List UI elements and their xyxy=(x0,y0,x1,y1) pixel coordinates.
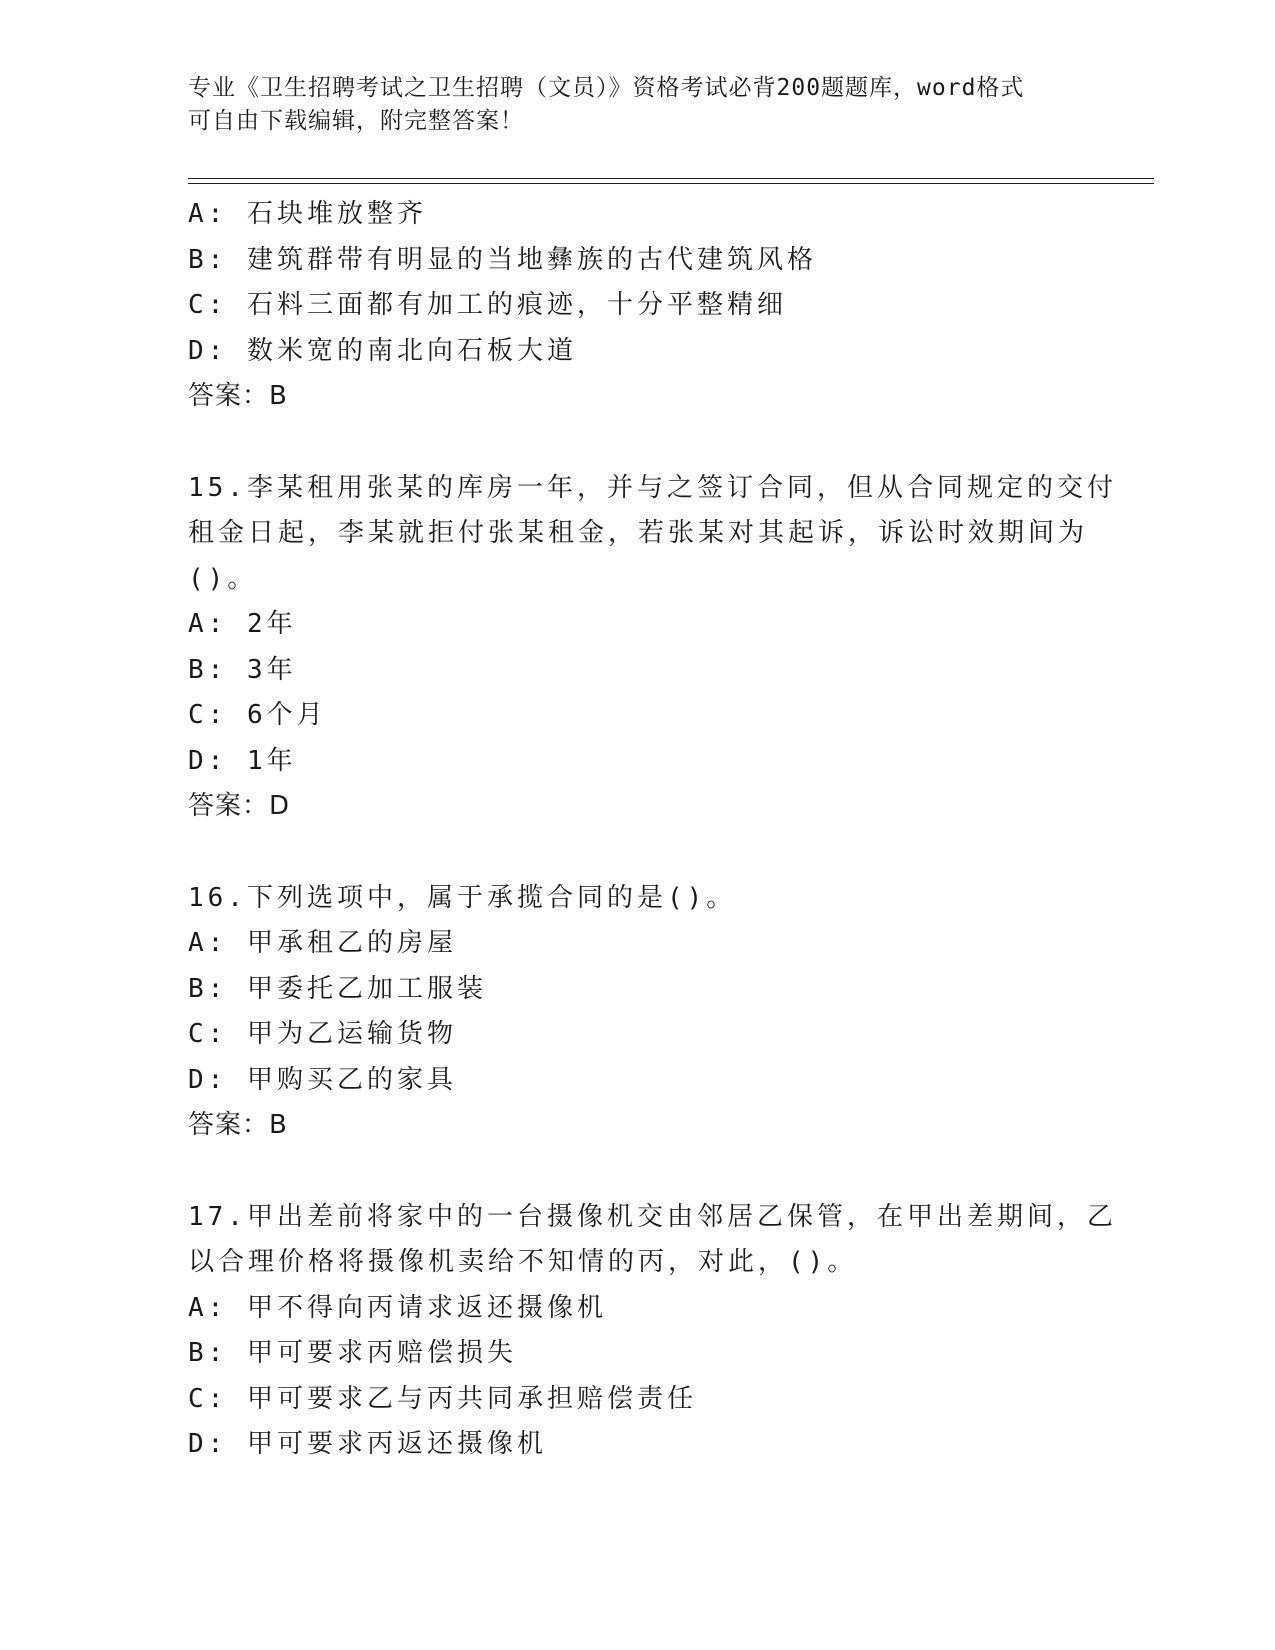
option-c: C: 石料三面都有加工的痕迹，十分平整精细 xyxy=(188,290,787,320)
option-a: A: 甲不得向丙请求返还摄像机 xyxy=(188,1292,607,1323)
option-d: D: 甲购买乙的家具 xyxy=(188,1064,457,1095)
option-d: D: 1年 xyxy=(188,745,297,776)
header-line-2: 可自由下载编辑，附完整答案！ xyxy=(188,108,524,134)
question-stem-line: 16.下列选项中，属于承揽合同的是()。 xyxy=(188,882,737,913)
header-line-1: 专业《卫生招聘考试之卫生招聘（文员）》资格考试必背200题题库，word格式 xyxy=(188,75,1025,101)
question-list xyxy=(188,192,1117,1468)
question-stem-line: 租金日起，李某就拒付张某租金，若张某对其起诉，诉讼时效期间为 xyxy=(188,518,1089,548)
option-b: B: 甲可要求丙赔偿损失 xyxy=(188,1338,517,1368)
option-a: A: 石块堆放整齐 xyxy=(188,199,427,229)
question-stem-line: 17.甲出差前将家中的一台摄像机交由邻居乙保管，在甲出差期间，乙 xyxy=(188,1201,1117,1232)
option-b: B: 3年 xyxy=(188,654,297,685)
option-c: C: 甲可要求乙与丙共同承担赔偿责任 xyxy=(188,1383,697,1414)
document-header xyxy=(188,72,1088,138)
option-b: B: 甲委托乙加工服装 xyxy=(188,973,487,1004)
header-rule-bottom xyxy=(188,183,1154,184)
question-15 xyxy=(188,466,1117,830)
option-d: D: 甲可要求丙返还摄像机 xyxy=(188,1429,547,1459)
question-16 xyxy=(188,876,1088,1149)
answer-line: 答案：D xyxy=(188,791,291,821)
question-stem-line: 15.李某租用张某的库房一年，并与之签订合同，但从合同规定的交付 xyxy=(188,472,1117,503)
answer-line: 答案：B xyxy=(188,381,288,411)
option-d: D: 数米宽的南北向石板大道 xyxy=(188,335,577,366)
header-rule-top xyxy=(188,178,1154,179)
option-c: C: 甲为乙运输货物 xyxy=(188,1019,457,1049)
question-17 xyxy=(188,1195,1117,1468)
question-14 xyxy=(188,192,1088,420)
question-stem-line: ()。 xyxy=(188,563,258,594)
answer-line: 答案：B xyxy=(188,1110,288,1140)
option-a: A: 2年 xyxy=(188,609,297,639)
option-c: C: 6个月 xyxy=(188,700,327,730)
option-a: A: 甲承租乙的房屋 xyxy=(188,928,457,958)
option-b: B: 建筑群带有明显的当地彝族的古代建筑风格 xyxy=(188,244,817,275)
question-stem-line: 以合理价格将摄像机卖给不知情的丙，对此，()。 xyxy=(188,1247,858,1277)
question-gap xyxy=(188,420,1088,466)
question-gap xyxy=(188,830,1088,876)
question-gap xyxy=(188,1149,1088,1195)
